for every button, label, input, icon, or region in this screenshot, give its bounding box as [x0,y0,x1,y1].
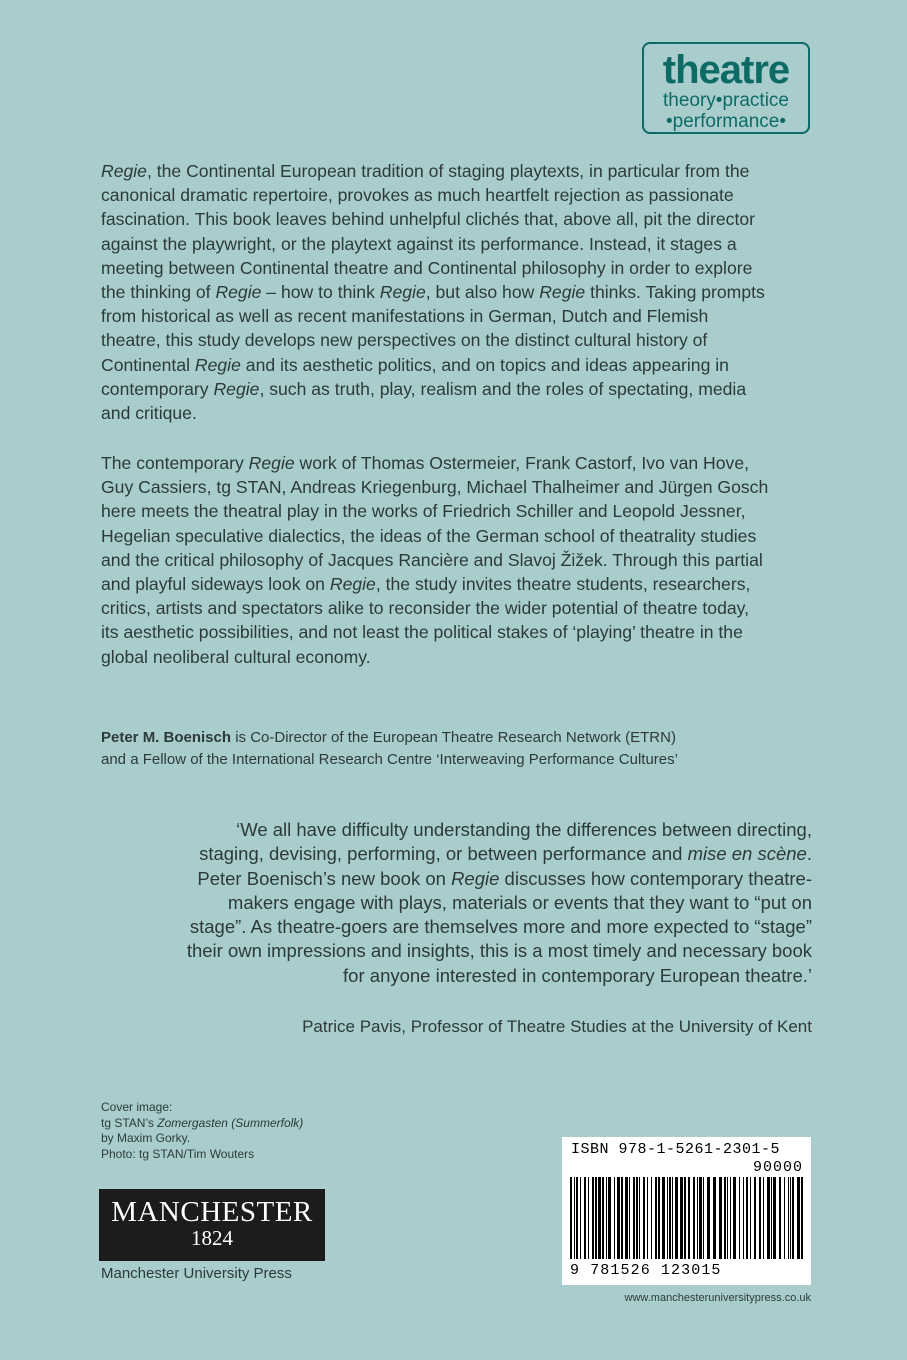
cover-credit-line4: Photo: tg STAN/Tim Wouters [101,1146,255,1161]
price-addon: 90000 [752,1159,803,1176]
barcode-bar [767,1177,770,1259]
endorsement-quote: ‘We all have difficulty understanding the differences between directing, staging, devising, performing, or between performance and mise en scène. Peter Boenisch’s new book on Regie discusses how contemporary theatre-makers engage with plays, materials or events that they want to “put on stage”. As theatre-goers are themselves more and more expected to “stage” their own impressions and insights, this is a most timely and necessary book for anyone interested in contemporary European theatre.’ [186,819,812,986]
publisher-logo-name: MANCHESTER [111,1196,313,1228]
barcode-bar [754,1177,756,1259]
barcode-bar [672,1177,673,1259]
barcode-bar [570,1177,572,1259]
barcode-bar [790,1177,791,1259]
barcode-bar [614,1177,615,1259]
barcode-bar [576,1177,578,1259]
barcode-bar [788,1177,789,1259]
barcode-bar [693,1177,695,1259]
barcode-bar [739,1177,740,1259]
barcode-bar [750,1177,751,1259]
barcode-bar [608,1177,611,1259]
barcode-bar [733,1177,736,1259]
endorsement-attribution: Patrice Pavis, Professor of Theatre Studies at the University of Kent [302,1017,812,1036]
barcode-bar [724,1177,726,1259]
barcode-bar [580,1177,581,1259]
barcode-bar [621,1177,623,1259]
barcode-bar [574,1177,575,1259]
isbn-barcode [562,1137,811,1285]
isbn-text: ISBN 978-1-5261-2301-5 [571,1141,781,1158]
barcode-digits: 9 781526 123015 [570,1262,722,1279]
barcode-bar [633,1177,635,1259]
barcode-bar [651,1177,652,1259]
barcode-bar [797,1177,800,1259]
barcode-bar [746,1177,748,1259]
barcode-bar [647,1177,648,1259]
barcode-bar [743,1177,744,1259]
cover-credit-line3: by Maxim Gorky. [101,1131,191,1145]
barcode-bar [598,1177,601,1259]
barcode-bar [763,1177,764,1259]
barcode-bar [606,1177,607,1259]
author-name: Peter M. Boenisch [101,729,232,746]
barcode-bar [784,1177,785,1259]
barcode-bar [662,1177,665,1259]
blurb-paragraph-2: The contemporary Regie work of Thomas Ostermeier, Frank Castorf, Ivo van Hove, Guy Cassiers, tg STAN, Andreas Kriegenburg, Michael Thalheimer and Jürgen Gosch here meets the theatral play in the works of Friedrich Schiller and Leopold Jessner, Hegelian speculative dialectics, the ideas of the German school of theatrality studies and the critical philosophy of Jacques Rancière and Slavoj Žižek. Through this partial and playful sideways look on Regie, the study invites theatre students, researchers, critics, artists and spectators alike to reconsider the wider potential of theatre today, its aesthetic possibilities, and not least the political stakes of ‘playing’ theatre in the global neoliberal cultural economy. [101,453,769,667]
barcode-bar [771,1177,772,1259]
barcode-bar [629,1177,630,1259]
series-logo-title: theatre [662,48,790,92]
barcode-bar [713,1177,716,1259]
author-bio [101,727,811,771]
blurb-paragraph-1: Regie, the Continental European tradition of staging playtexts, in particular from the canonical dramatic repertoire, provokes as much heartfelt rejection as passionate fascination. This book leaves behind unhelpful clichés that, above all, pit the director against the playwright, or the playtext against its performance. Instead, it stages a meeting between Continental theatre and Continental philosophy in order to explore the thinking of Regie – how to think Regie, but also how Regie thinks. Taking prompts from historical as well as recent manifestations in German, Dutch and Flemish theatre, this study develops new perspectives on the distinct cultural history of Continental Regie and its aesthetic politics, and on topics and ideas appearing in contemporary Regie, such as truth, play, realism and the roles of spectating, media and critique. [101,161,765,424]
barcode-bar [667,1177,668,1259]
author-bio-line2: and a Fellow of the International Research Centre ‘Interweaving Performance Cultures’ [101,751,678,768]
cover-credit-line1: Cover image: [101,1100,173,1114]
barcode-bar [602,1177,604,1259]
barcode-bar [801,1177,803,1259]
barcode-bar [669,1177,671,1259]
barcode-bar [773,1177,776,1259]
publisher-logo-year: 1824 [191,1226,233,1250]
barcode-bar [655,1177,657,1259]
barcode-bar [658,1177,660,1259]
cover-credit [101,1100,303,1162]
publisher-website: www.manchesteruniversitypress.co.uk [624,1292,811,1304]
series-logo [642,42,810,134]
barcode-bar [592,1177,594,1259]
author-bio-line1: is Co-Director of the European Theatre Research Network (ETRN) [231,729,676,746]
barcode-bar [699,1177,702,1259]
barcode-bar [727,1177,728,1259]
publisher-logo [99,1189,325,1261]
barcode-bar [792,1177,794,1259]
barcode-bar [617,1177,620,1259]
barcode-bar [584,1177,586,1259]
barcode-bar [707,1177,710,1259]
barcode-bar [779,1177,781,1259]
barcode-bar [719,1177,722,1259]
barcode-bar [588,1177,589,1259]
series-logo-line2: theory•practice [663,90,789,111]
barcode-bar [688,1177,690,1259]
barcode-bar [639,1177,640,1259]
series-logo-line3: •performance• [666,111,786,132]
barcode-bar [675,1177,678,1259]
barcode-bar [730,1177,731,1259]
barcode-bar [595,1177,597,1259]
barcode-bar [625,1177,628,1259]
barcode-bar [703,1177,704,1259]
barcode-bar [697,1177,698,1259]
barcode-bar [680,1177,683,1259]
barcode-bar [759,1177,761,1259]
barcode-bar [636,1177,638,1259]
barcode-bar [643,1177,645,1259]
publisher-name: Manchester University Press [101,1265,292,1282]
cover-credit-line2: tg STAN’s Zomergasten (Summerfolk) [101,1115,304,1130]
barcode-bar [684,1177,686,1259]
barcode-bars [568,1177,805,1261]
